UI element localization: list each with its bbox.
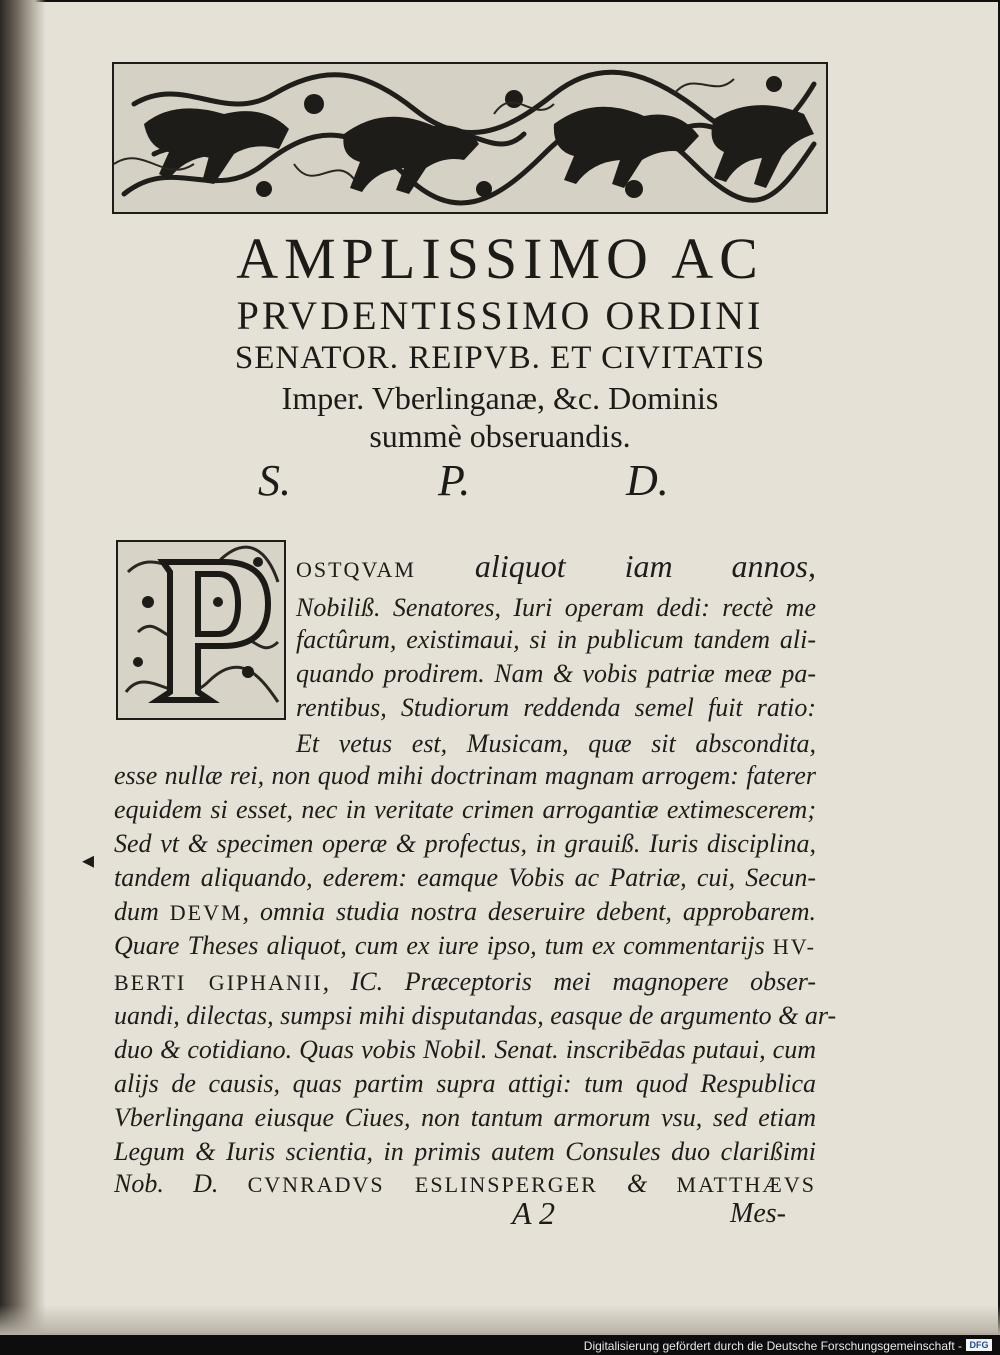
- gutter-shadow: [0, 0, 46, 1335]
- body-line-3: factûrum, existimaui, si in publicum tandem ali-: [296, 625, 816, 654]
- body-line-8: equidem si esset, nec in veritate crimen arrogantiæ extimescerem;: [114, 795, 816, 824]
- body-line-19: Nob. D. CVNRADVS ESLINSPERGER & MATTHÆVS: [114, 1169, 816, 1198]
- title-line-1: AMPLISSIMO AC: [236, 226, 764, 291]
- title-line-3: SENATOR. REIPVB. ET CIVITATIS: [234, 340, 766, 376]
- body-line-6: Et vetus est, Musicam, quæ sit abscondita,: [296, 729, 816, 758]
- body-line-5: rentibus, Studiorum reddenda semel fuit ratio:: [296, 693, 816, 722]
- body-line-1: OSTQVAM aliquot iam annos,: [296, 548, 816, 584]
- woodcut-headpiece-ornament: [112, 62, 828, 214]
- margin-pointer-mark: ◂: [82, 848, 95, 874]
- salutation-p: P.: [438, 456, 471, 505]
- body-line-15: duo & cotidiano. Quas vobis Nobil. Senat. inscribēdas putaui, cum: [114, 1035, 816, 1064]
- body-line-14: uandi, dilectas, sumpsi mihi disputandas, easque de argumento & ar-: [114, 1001, 837, 1030]
- body-line-9: Sed vt & specimen operæ & profectus, in grauiß. Iuris disciplina,: [114, 829, 816, 858]
- title-line-2: PRVDENTISSIMO ORDINI: [236, 293, 764, 338]
- catchword: Mes-: [730, 1198, 786, 1229]
- body-line-10: tandem aliquando, ederem: eamque Vobis ac Patriæ, cui, Secun-: [114, 863, 816, 892]
- body-line-2: Nobiliß. Senatores, Iuri operam dedi: rectè me: [296, 593, 816, 622]
- title-line-5: summè obseruandis.: [369, 418, 631, 454]
- salutation-s: S.: [258, 456, 291, 505]
- footer-bar: [0, 1335, 1000, 1355]
- funding-notice: Digitalisierung gefördert durch die Deutsche Forschungsgemeinschaft -: [583, 1339, 962, 1353]
- body-line-17: Vberlingana eiusque Ciues, non tantum armorum vsu, sed etiam: [114, 1103, 816, 1132]
- body-line-12: Quare Theses aliquot, cum ex iure ipso, tum ex commentarijs HV-: [114, 931, 816, 960]
- body-line-11: dum DEVM, omnia studia nostra deseruire debent, approbarem.: [114, 897, 817, 926]
- signature-mark: A 2: [512, 1195, 555, 1231]
- body-line-16: alijs de causis, quas partim supra attigi: tum quod Respublica: [114, 1069, 816, 1098]
- dfg-logo[interactable]: DFG: [966, 1339, 992, 1351]
- body-line-4: quando prodirem. Nam & vobis patriæ meæ pa-: [296, 659, 816, 688]
- animal-frieze-image: [114, 64, 826, 212]
- title-line-4: Imper. Vberlinganæ, &c. Dominis: [281, 380, 719, 416]
- bottom-shadow: [0, 1305, 1000, 1335]
- body-line-18: Legum & Iuris scientia, in primis autem Consules duo clarißimi: [114, 1137, 816, 1166]
- initial-p-ornament: [118, 542, 284, 718]
- decorated-initial-p-image: [116, 540, 286, 720]
- body-line-13: BERTI GIPHANII, IC. Præceptoris mei magnopere obser-: [114, 967, 816, 996]
- salutation-d: D.: [626, 456, 669, 505]
- body-line-7: esse nullæ rei, non quod mihi doctrinam magnam arrogem: faterer: [114, 761, 816, 790]
